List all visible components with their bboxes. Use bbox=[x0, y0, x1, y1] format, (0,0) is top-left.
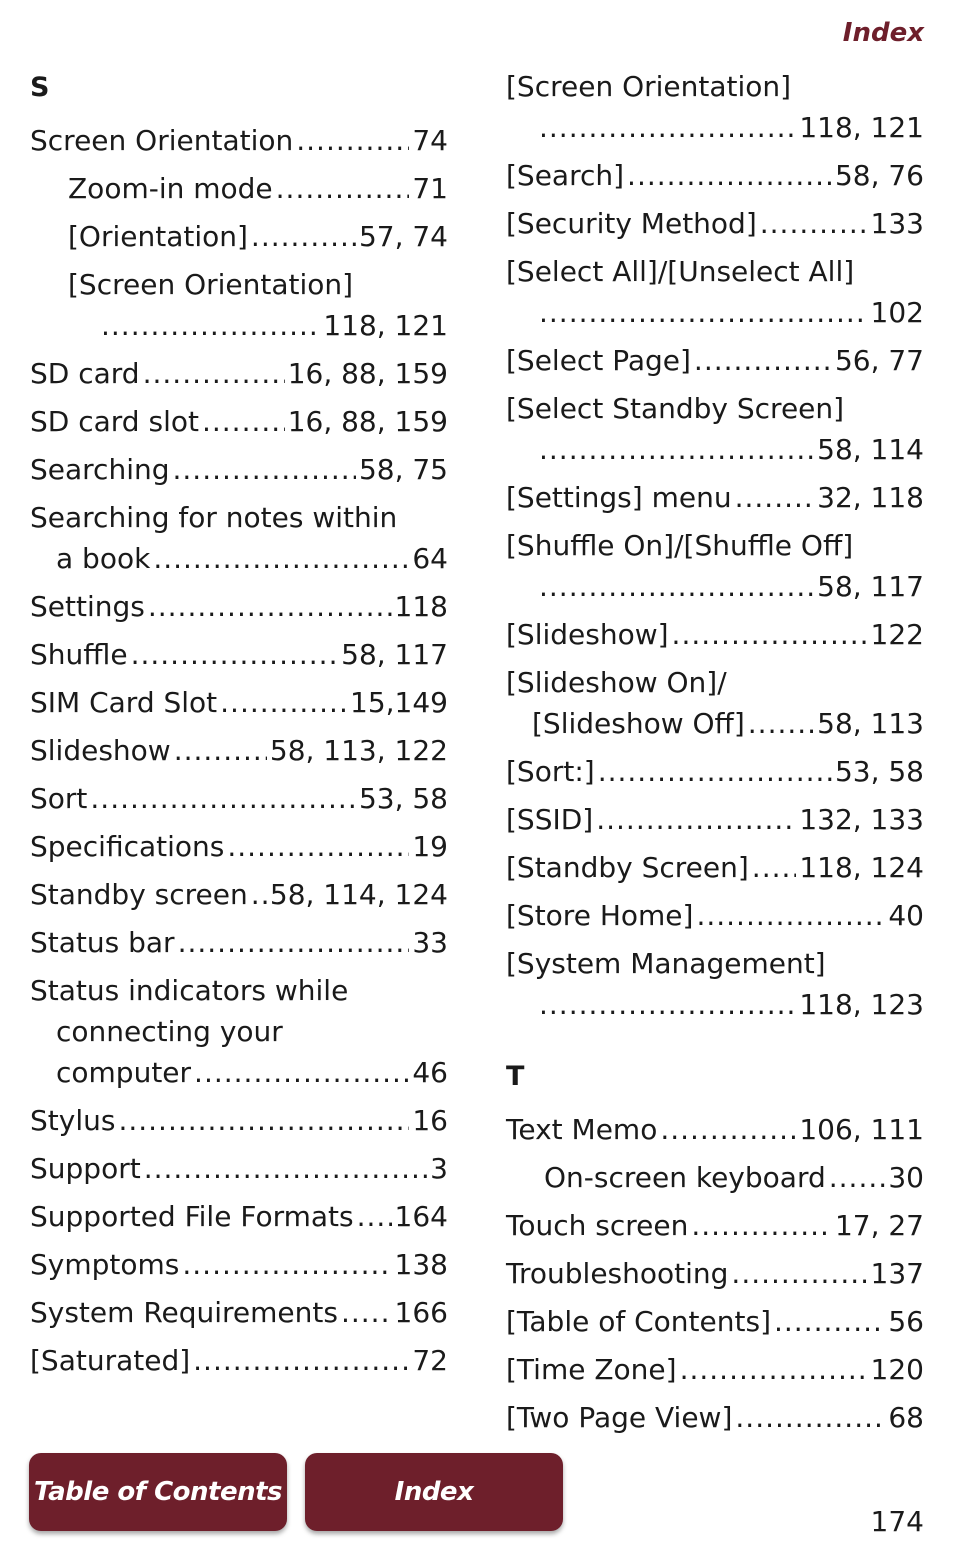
dot-leader bbox=[627, 155, 832, 196]
index-term: Status indicators while bbox=[30, 974, 349, 1007]
index-page-numbers[interactable]: 16 bbox=[412, 1104, 448, 1137]
table-of-contents-button[interactable]: Table of Contents bbox=[29, 1453, 287, 1531]
dot-leader bbox=[691, 1205, 832, 1246]
index-term: System Requirements bbox=[30, 1296, 338, 1329]
index-page-numbers[interactable]: 74 bbox=[412, 124, 448, 157]
dot-leader bbox=[131, 634, 339, 675]
index-entry[interactable] bbox=[506, 155, 924, 196]
index-term: [Security Method] bbox=[506, 207, 757, 240]
entry-list-s-right bbox=[506, 66, 924, 1025]
index-page-numbers[interactable]: 53, 58 bbox=[358, 782, 448, 815]
index-page-numbers[interactable]: 137 bbox=[870, 1257, 924, 1290]
index-entry[interactable] bbox=[506, 203, 924, 244]
index-entry-line bbox=[30, 874, 448, 915]
index-page-numbers[interactable]: 58, 75 bbox=[358, 453, 448, 486]
index-entry-line bbox=[506, 388, 924, 429]
index-entry-line bbox=[68, 168, 448, 209]
dot-leader bbox=[178, 922, 410, 963]
index-entry[interactable] bbox=[30, 216, 448, 257]
index-entry-line bbox=[68, 305, 448, 346]
dot-leader bbox=[202, 401, 285, 442]
index-entry-line bbox=[30, 922, 448, 963]
index-page-numbers[interactable]: 64 bbox=[412, 542, 448, 575]
index-page-numbers[interactable]: 118 bbox=[394, 590, 448, 623]
index-entry[interactable] bbox=[506, 1109, 924, 1150]
index-entry-line bbox=[506, 66, 924, 107]
index-page-numbers[interactable]: 3 bbox=[430, 1152, 448, 1185]
index-page-numbers[interactable]: 58, 117 bbox=[341, 638, 448, 671]
index-term: [Orientation] bbox=[68, 220, 248, 253]
index-entry[interactable] bbox=[30, 168, 448, 209]
index-entry-line bbox=[506, 1253, 924, 1294]
dot-leader bbox=[748, 703, 814, 744]
index-term: connecting your bbox=[56, 1015, 283, 1048]
index-entry-line bbox=[506, 1109, 924, 1150]
dot-leader bbox=[596, 799, 796, 840]
dot-leader bbox=[731, 1253, 867, 1294]
index-page-numbers[interactable]: 58, 76 bbox=[834, 159, 924, 192]
index-page-numbers[interactable]: 58, 113 bbox=[817, 707, 924, 740]
index-page-numbers[interactable]: 17, 27 bbox=[834, 1209, 924, 1242]
index-entry-line bbox=[506, 847, 924, 888]
index-term: Zoom-in mode bbox=[68, 172, 273, 205]
index-entry-line bbox=[30, 353, 448, 394]
index-entry[interactable] bbox=[506, 1397, 924, 1438]
index-entry[interactable] bbox=[30, 120, 448, 161]
index-term: Stylus bbox=[30, 1104, 116, 1137]
index-entry[interactable] bbox=[506, 1301, 924, 1342]
index-term: [Select Page] bbox=[506, 344, 691, 377]
index-term: Standby screen bbox=[30, 878, 248, 911]
index-entry-line bbox=[30, 1340, 448, 1381]
index-entry[interactable] bbox=[30, 497, 448, 579]
index-entry-line bbox=[506, 1349, 924, 1390]
index-page-numbers[interactable]: 30 bbox=[888, 1161, 924, 1194]
index-page-numbers[interactable]: 46 bbox=[412, 1056, 448, 1089]
index-entry[interactable] bbox=[506, 943, 924, 1025]
index-entry-line bbox=[506, 155, 924, 196]
index-page-numbers[interactable]: 166 bbox=[394, 1296, 448, 1329]
index-term: a book bbox=[56, 542, 151, 575]
index-page-numbers[interactable]: 58, 114, 124 bbox=[269, 878, 448, 911]
index-entry-line bbox=[30, 401, 448, 442]
index-entry-line bbox=[506, 1301, 924, 1342]
index-term: Support bbox=[30, 1152, 141, 1185]
dot-leader bbox=[735, 1397, 885, 1438]
index-term: [Screen Orientation] bbox=[68, 268, 354, 301]
index-page-numbers[interactable]: 57, 74 bbox=[358, 220, 448, 253]
index-entry[interactable] bbox=[30, 1292, 448, 1333]
index-page-numbers[interactable]: 15,149 bbox=[350, 686, 448, 719]
index-entry-line bbox=[506, 292, 924, 333]
index-page-numbers[interactable]: 120 bbox=[870, 1353, 924, 1386]
dot-leader bbox=[539, 566, 814, 607]
dot-leader bbox=[251, 216, 356, 257]
index-column-right bbox=[506, 66, 924, 1445]
index-term: [Search] bbox=[506, 159, 625, 192]
entry-list-t bbox=[506, 1109, 924, 1438]
index-entry-line bbox=[30, 778, 448, 819]
index-page-numbers[interactable]: 58, 117 bbox=[817, 570, 924, 603]
dot-leader bbox=[539, 107, 796, 148]
dot-leader bbox=[296, 120, 409, 161]
index-entry-line bbox=[506, 703, 924, 744]
index-entry[interactable] bbox=[30, 682, 448, 723]
index-term: [Settings] menu bbox=[506, 481, 732, 514]
index-entry-line bbox=[506, 1205, 924, 1246]
index-page-numbers[interactable]: 118, 124 bbox=[799, 851, 924, 884]
index-page-numbers[interactable]: 133 bbox=[870, 207, 924, 240]
index-entry-line bbox=[30, 970, 448, 1011]
index-term: [Shuffle On]/[Shuffle Off] bbox=[506, 529, 854, 562]
index-entry[interactable] bbox=[30, 586, 448, 627]
index-entry-line bbox=[506, 895, 924, 936]
index-entry[interactable] bbox=[30, 922, 448, 963]
index-button[interactable]: Index bbox=[305, 1453, 563, 1531]
index-entry-line bbox=[68, 264, 448, 305]
index-entry[interactable] bbox=[506, 477, 924, 518]
index-entry-line bbox=[30, 1196, 448, 1237]
index-entry-line bbox=[30, 586, 448, 627]
index-term: [SSID] bbox=[506, 803, 594, 836]
dot-leader bbox=[144, 1148, 427, 1189]
index-entry-line bbox=[30, 634, 448, 675]
index-entry[interactable] bbox=[506, 847, 924, 888]
index-entry-line bbox=[506, 751, 924, 792]
page-number: 174 bbox=[870, 1505, 924, 1538]
index-entry-line bbox=[544, 1157, 924, 1198]
index-term: Screen Orientation bbox=[30, 124, 294, 157]
index-entry[interactable] bbox=[506, 525, 924, 607]
index-entry-line bbox=[506, 614, 924, 655]
index-term: [Standby Screen] bbox=[506, 851, 749, 884]
index-page-numbers[interactable]: 56 bbox=[888, 1305, 924, 1338]
index-entry-line bbox=[30, 826, 448, 867]
index-entry-line bbox=[30, 538, 448, 579]
index-entry-line bbox=[506, 1397, 924, 1438]
index-entry-line bbox=[506, 107, 924, 148]
index-page-numbers[interactable]: 132, 133 bbox=[799, 803, 924, 836]
index-page-numbers[interactable]: 118, 121 bbox=[799, 111, 924, 144]
dot-leader bbox=[672, 614, 868, 655]
index-term: [Saturated] bbox=[30, 1344, 191, 1377]
index-term: Supported File Formats bbox=[30, 1200, 354, 1233]
index-entry[interactable] bbox=[506, 895, 924, 936]
dot-leader bbox=[539, 984, 796, 1025]
dot-leader bbox=[694, 340, 832, 381]
index-entry[interactable] bbox=[506, 799, 924, 840]
index-entry-line bbox=[30, 1244, 448, 1285]
dot-leader bbox=[660, 1109, 796, 1150]
index-entry[interactable] bbox=[30, 874, 448, 915]
index-entry-line bbox=[30, 1011, 448, 1052]
index-entry-line bbox=[30, 1148, 448, 1189]
index-entry[interactable] bbox=[30, 634, 448, 675]
index-entry[interactable] bbox=[506, 751, 924, 792]
index-term: computer bbox=[56, 1056, 192, 1089]
index-entry[interactable] bbox=[30, 730, 448, 771]
index-page-numbers[interactable]: 19 bbox=[412, 830, 448, 863]
index-page-numbers[interactable]: 40 bbox=[888, 899, 924, 932]
index-page-numbers[interactable]: 118, 121 bbox=[323, 309, 448, 342]
index-entry-line bbox=[506, 943, 924, 984]
index-term: [Sort:] bbox=[506, 755, 595, 788]
index-term: [Table of Contents] bbox=[506, 1305, 771, 1338]
index-term: Text Memo bbox=[506, 1113, 658, 1146]
dot-leader bbox=[220, 682, 347, 723]
index-term: [Time Zone] bbox=[506, 1353, 677, 1386]
dot-leader bbox=[341, 1292, 392, 1333]
index-page-numbers[interactable]: 16, 88, 159 bbox=[287, 405, 448, 438]
index-entry-line bbox=[506, 203, 924, 244]
index-term: SD card bbox=[30, 357, 140, 390]
index-page-numbers[interactable]: 118, 123 bbox=[799, 988, 924, 1021]
index-entry[interactable] bbox=[30, 970, 448, 1093]
index-entry-line bbox=[30, 1292, 448, 1333]
dot-leader bbox=[680, 1349, 868, 1390]
dot-leader bbox=[598, 751, 832, 792]
index-page-numbers[interactable]: 58, 114 bbox=[817, 433, 924, 466]
dot-leader bbox=[696, 895, 885, 936]
dot-leader bbox=[90, 778, 356, 819]
index-entry[interactable] bbox=[30, 778, 448, 819]
index-term: [Select Standby Screen] bbox=[506, 392, 845, 425]
index-term: Status bar bbox=[30, 926, 175, 959]
index-entry[interactable] bbox=[506, 1157, 924, 1198]
index-entry[interactable] bbox=[506, 1205, 924, 1246]
dot-leader bbox=[118, 1100, 409, 1141]
dot-leader bbox=[735, 477, 815, 518]
index-term: [System Management] bbox=[506, 947, 826, 980]
index-page-numbers[interactable]: 102 bbox=[870, 296, 924, 329]
index-entry[interactable] bbox=[506, 340, 924, 381]
index-column-left bbox=[30, 66, 448, 1388]
index-term: [Screen Orientation] bbox=[506, 70, 792, 103]
dot-leader bbox=[182, 1244, 391, 1285]
dot-leader bbox=[174, 730, 267, 771]
dot-leader bbox=[173, 449, 356, 490]
index-page-numbers[interactable]: 53, 58 bbox=[834, 755, 924, 788]
index-term: [Slideshow] bbox=[506, 618, 669, 651]
index-term: [Select All]/[Unselect All] bbox=[506, 255, 855, 288]
index-entry[interactable] bbox=[30, 826, 448, 867]
index-entry[interactable] bbox=[30, 1244, 448, 1285]
index-entry-line bbox=[30, 120, 448, 161]
index-term: Touch screen bbox=[506, 1209, 689, 1242]
index-term: Specifications bbox=[30, 830, 225, 863]
dot-leader bbox=[829, 1157, 886, 1198]
index-entry[interactable] bbox=[506, 1349, 924, 1390]
index-page-numbers[interactable]: 58, 113, 122 bbox=[269, 734, 448, 767]
index-page-numbers[interactable]: 56, 77 bbox=[834, 344, 924, 377]
index-page-numbers[interactable]: 72 bbox=[412, 1344, 448, 1377]
letter-heading-s: S bbox=[30, 72, 50, 103]
index-entry-line bbox=[506, 477, 924, 518]
index-term: Symptoms bbox=[30, 1248, 180, 1281]
index-term: [Slideshow Off] bbox=[532, 707, 745, 740]
index-page-numbers[interactable]: 16, 88, 159 bbox=[287, 357, 448, 390]
index-entry[interactable] bbox=[506, 614, 924, 655]
dot-leader bbox=[760, 203, 868, 244]
letter-heading-t: T bbox=[506, 1061, 525, 1092]
index-term: Troubleshooting bbox=[506, 1257, 729, 1290]
index-entry[interactable] bbox=[506, 662, 924, 744]
dot-leader bbox=[539, 429, 814, 470]
dot-leader bbox=[101, 305, 320, 346]
index-entry-line bbox=[506, 429, 924, 470]
index-entry[interactable] bbox=[30, 1100, 448, 1141]
index-entry-line bbox=[506, 566, 924, 607]
index-page-numbers[interactable]: 32, 118 bbox=[817, 481, 924, 514]
index-entry-line bbox=[30, 497, 448, 538]
dot-leader bbox=[153, 538, 409, 579]
dot-leader bbox=[227, 826, 409, 867]
index-entry[interactable] bbox=[506, 66, 924, 148]
entry-list-s-left bbox=[30, 120, 448, 1381]
index-entry[interactable] bbox=[30, 1340, 448, 1381]
dot-leader bbox=[193, 1340, 409, 1381]
index-entry-line bbox=[506, 340, 924, 381]
index-page-numbers[interactable]: 68 bbox=[888, 1401, 924, 1434]
index-term: Shuffle bbox=[30, 638, 128, 671]
index-term: Sort bbox=[30, 782, 88, 815]
dot-leader bbox=[143, 353, 285, 394]
dot-leader bbox=[752, 847, 797, 888]
dot-leader bbox=[148, 586, 392, 627]
index-entry[interactable] bbox=[30, 401, 448, 442]
index-term: [Slideshow On]/ bbox=[506, 666, 727, 699]
index-entry-line bbox=[30, 682, 448, 723]
index-page-numbers[interactable]: 33 bbox=[412, 926, 448, 959]
index-entry[interactable] bbox=[506, 251, 924, 333]
index-entry-line bbox=[68, 216, 448, 257]
index-page-numbers[interactable]: 164 bbox=[394, 1200, 448, 1233]
index-entry-line bbox=[506, 984, 924, 1025]
index-entry-line bbox=[506, 662, 924, 703]
index-page-numbers[interactable]: 106, 111 bbox=[799, 1113, 924, 1146]
dot-leader bbox=[194, 1052, 409, 1093]
index-page-numbers[interactable]: 138 bbox=[394, 1248, 448, 1281]
index-page-numbers[interactable]: 122 bbox=[870, 618, 924, 651]
index-term: [Store Home] bbox=[506, 899, 694, 932]
index-entry-line bbox=[30, 449, 448, 490]
index-term: SIM Card Slot bbox=[30, 686, 218, 719]
index-entry-line bbox=[506, 525, 924, 566]
index-entry[interactable] bbox=[506, 388, 924, 470]
index-entry-line bbox=[506, 251, 924, 292]
dot-leader bbox=[276, 168, 410, 209]
index-entry-line bbox=[506, 799, 924, 840]
index-entry[interactable] bbox=[30, 1148, 448, 1189]
index-entry[interactable] bbox=[506, 1253, 924, 1294]
index-term: [Two Page View] bbox=[506, 1401, 733, 1434]
index-entry[interactable] bbox=[30, 1196, 448, 1237]
index-term: SD card slot bbox=[30, 405, 199, 438]
section-label: Index bbox=[842, 18, 924, 48]
dot-leader bbox=[774, 1301, 885, 1342]
index-entry[interactable] bbox=[30, 353, 448, 394]
dot-leader bbox=[539, 292, 868, 333]
index-entry-line bbox=[30, 1100, 448, 1141]
dot-leader bbox=[251, 874, 267, 915]
index-entry[interactable] bbox=[30, 264, 448, 346]
index-entry[interactable] bbox=[30, 449, 448, 490]
dot-leader bbox=[357, 1196, 392, 1237]
index-entry-line bbox=[30, 730, 448, 771]
index-term: On-screen keyboard bbox=[544, 1161, 826, 1194]
index-page-numbers[interactable]: 71 bbox=[412, 172, 448, 205]
index-term: Slideshow bbox=[30, 734, 171, 767]
index-term: Settings bbox=[30, 590, 145, 623]
index-entry-line bbox=[30, 1052, 448, 1093]
index-term: Searching bbox=[30, 453, 170, 486]
index-term: Searching for notes within bbox=[30, 501, 398, 534]
